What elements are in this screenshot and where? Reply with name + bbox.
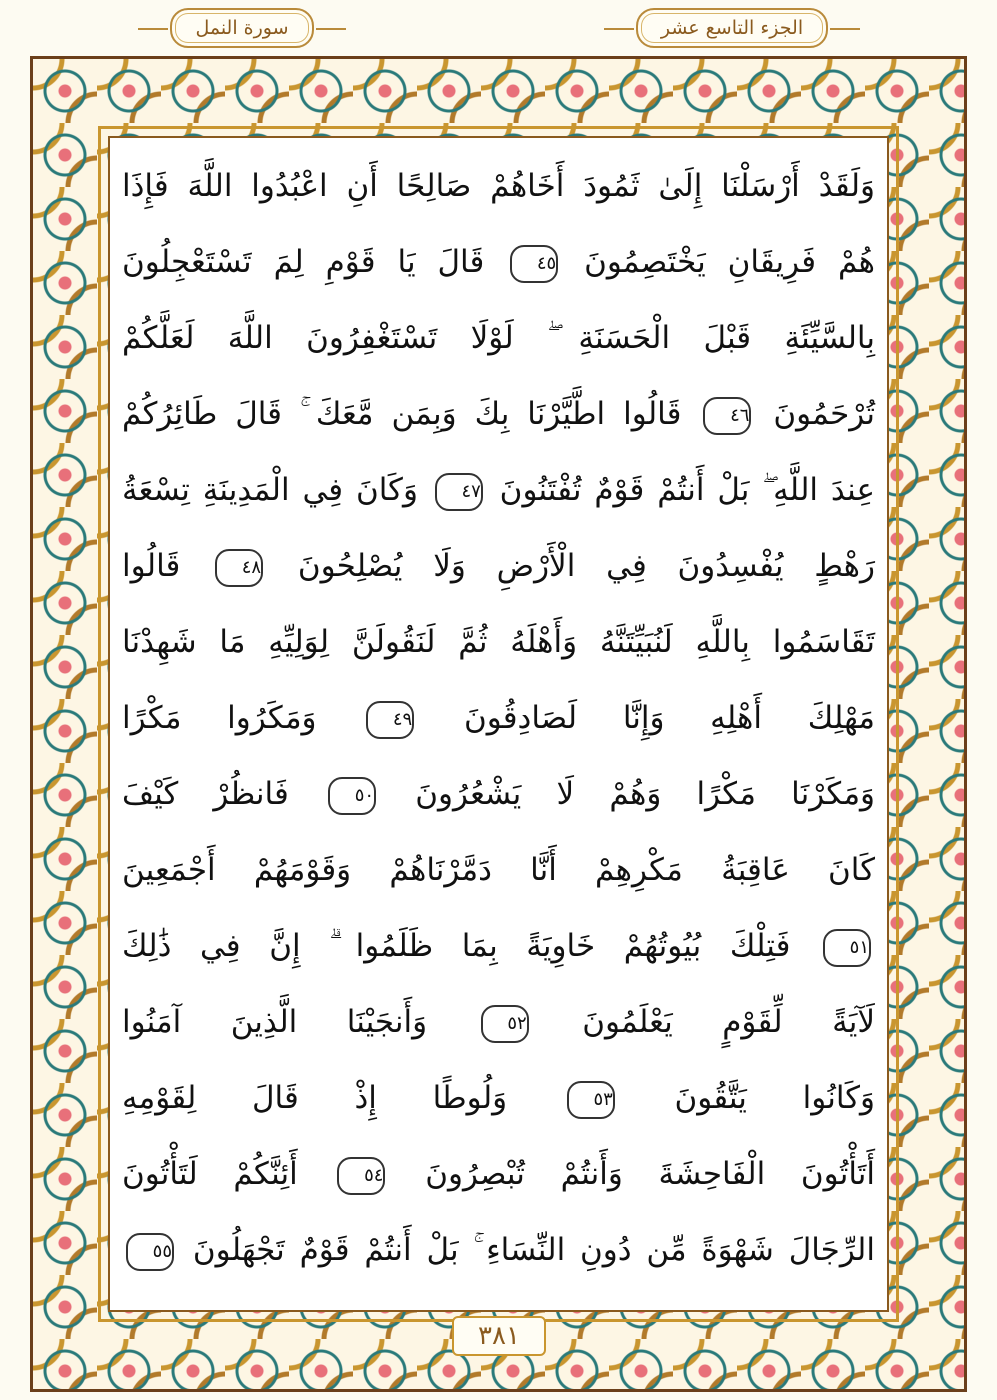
verse-line xyxy=(122,756,875,832)
verse-text: فَانظُرْ كَيْفَ xyxy=(122,776,289,812)
verse-text: وَمَكَرْنَا مَكْرًا وَهُمْ لَا يَشْعُرُونَ xyxy=(415,776,876,812)
verse-line xyxy=(122,376,875,452)
verse-line xyxy=(122,908,875,984)
verse-line xyxy=(122,1136,875,1212)
verse-text: أَئِنَّكُمْ لَتَأْتُونَ xyxy=(122,1156,298,1192)
verse-line xyxy=(122,1212,875,1288)
page-number: ٣٨١ xyxy=(478,1321,520,1351)
ayah-number-marker: ٤٩ xyxy=(366,701,414,739)
verse-text: الرِّجَالَ شَهْوَةً مِّن دُونِ النِّسَاءِ ۚ بَلْ أَنتُمْ قَوْمٌ تَجْهَلُونَ xyxy=(192,1232,875,1268)
juz-name-cartouche xyxy=(636,8,828,48)
verse-text: لَآيَةً لِّقَوْمٍ يَعْلَمُونَ xyxy=(582,1004,876,1040)
ayah-number-marker: ٥٣ xyxy=(567,1081,615,1119)
surah-name: سورة النمل xyxy=(195,17,289,39)
verse-text: وَلُوطًا إِذْ قَالَ لِقَوْمِهِ xyxy=(122,1080,508,1116)
ayah-number-marker: ٤٥ xyxy=(510,245,558,283)
verse-text: كَانَ عَاقِبَةُ مَكْرِهِمْ أَنَّا دَمَّرْنَاهُمْ وَقَوْمَهُمْ أَجْمَعِينَ xyxy=(122,852,875,888)
verse-text: وَأَنجَيْنَا الَّذِينَ آمَنُوا xyxy=(122,1004,428,1040)
ayah-number-marker: ٥٢ xyxy=(481,1005,529,1043)
juz-name: الجزء التاسع عشر xyxy=(660,17,804,39)
verse-line xyxy=(122,148,875,224)
ayah-number-marker: ٥٠ xyxy=(328,777,376,815)
ayah-number-marker: ٤٨ xyxy=(215,549,263,587)
verse-text: وَمَكَرُوا مَكْرًا xyxy=(122,700,317,736)
verse-line xyxy=(122,984,875,1060)
verse-line xyxy=(122,300,875,376)
ayah-number-marker: ٤٦ xyxy=(703,397,751,435)
ayah-number-marker: ٤٧ xyxy=(435,473,483,511)
verse-line xyxy=(122,1060,875,1136)
verse-line xyxy=(122,832,875,908)
verse-text: مَهْلِكَ أَهْلِهِ وَإِنَّا لَصَادِقُونَ xyxy=(463,700,875,736)
verse-line xyxy=(122,224,875,300)
verse-text: قَالَ يَا قَوْمِ لِمَ تَسْتَعْجِلُونَ xyxy=(122,244,485,280)
page-number-box xyxy=(452,1316,546,1356)
ayah-number-marker: ٥١ xyxy=(823,929,871,967)
verse-text: وَكَانُوا يَتَّقُونَ xyxy=(674,1080,876,1116)
verse-text: أَتَأْتُونَ الْفَاحِشَةَ وَأَنتُمْ تُبْصِرُونَ xyxy=(425,1156,876,1192)
verse-line xyxy=(122,604,875,680)
verse-text: هُمْ فَرِيقَانِ يَخْتَصِمُونَ xyxy=(584,244,875,280)
verse-text: تُرْحَمُونَ xyxy=(773,396,876,432)
verse-text: وَكَانَ فِي الْمَدِينَةِ تِسْعَةُ xyxy=(122,472,418,508)
ayah-number-marker: ٥٥ xyxy=(126,1233,174,1271)
verse-text: عِندَ اللَّهِ ۖ بَلْ أَنتُمْ قَوْمٌ تُفْتَنُونَ xyxy=(499,472,875,508)
surah-name-cartouche xyxy=(170,8,314,48)
verse-line xyxy=(122,680,875,756)
verse-text: فَتِلْكَ بُيُوتُهُمْ خَاوِيَةً بِمَا ظَلَمُوا ۗ إِنَّ فِي ذَٰلِكَ xyxy=(122,928,791,964)
verse-text: قَالُوا xyxy=(122,548,181,584)
ayah-number-marker: ٥٤ xyxy=(337,1157,385,1195)
verse-text: بِالسَّيِّئَةِ قَبْلَ الْحَسَنَةِ ۖ لَوْلَا تَسْتَغْفِرُونَ اللَّهَ لَعَلَّكُمْ xyxy=(122,320,875,356)
quran-text-panel xyxy=(108,136,889,1312)
verse-text: قَالُوا اطَّيَّرْنَا بِكَ وَبِمَن مَّعَكَ ۚ قَالَ طَائِرُكُمْ xyxy=(122,396,682,432)
verse-text: تَقَاسَمُوا بِاللَّهِ لَنُبَيِّتَنَّهُ وَأَهْلَهُ ثُمَّ لَنَقُولَنَّ لِوَلِيِّهِ مَا شَهِدْنَا xyxy=(122,624,875,660)
verse-line xyxy=(122,528,875,604)
verse-line xyxy=(122,452,875,528)
verse-text: رَهْطٍ يُفْسِدُونَ فِي الْأَرْضِ وَلَا يُصْلِحُونَ xyxy=(297,548,875,584)
verse-text: وَلَقَدْ أَرْسَلْنَا إِلَىٰ ثَمُودَ أَخَاهُمْ صَالِحًا أَنِ اعْبُدُوا اللَّهَ فَإِذَا xyxy=(122,168,875,204)
